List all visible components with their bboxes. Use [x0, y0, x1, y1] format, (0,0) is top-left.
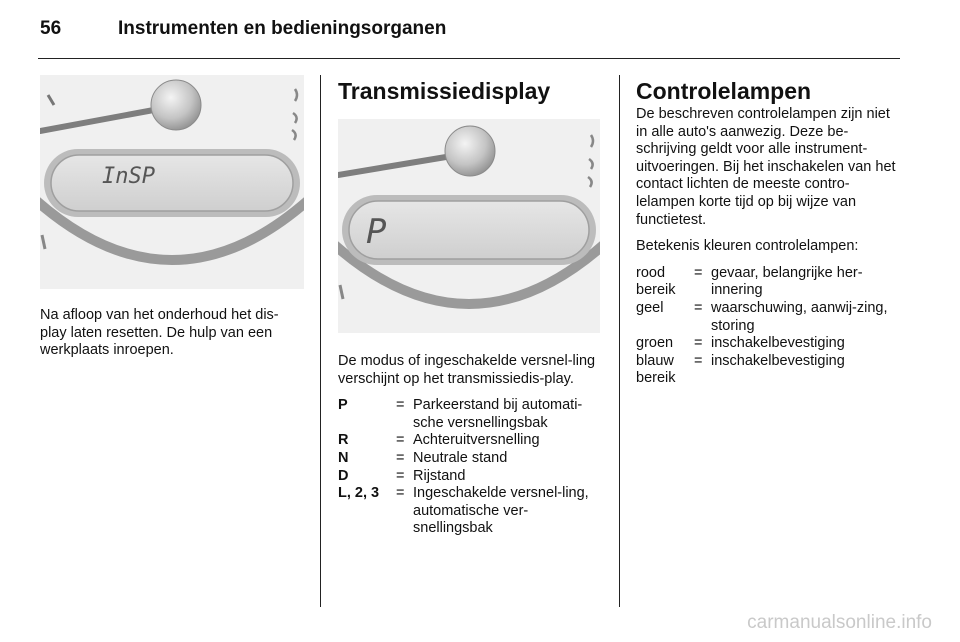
definition-description: Achteruitversnelling	[413, 432, 540, 449]
definition-equals: =	[396, 397, 405, 414]
instrument-display-insp-image	[40, 75, 304, 289]
column-transmission-display	[338, 75, 604, 538]
display-readout-p: P	[366, 212, 387, 252]
section-heading-warning-lights: Controlelampen	[636, 78, 812, 104]
definition-equals: =	[396, 432, 405, 449]
definition-equals: =	[694, 335, 703, 352]
definition-term: L, 2, 3	[338, 485, 380, 502]
definition-term: groen	[636, 335, 674, 352]
colour-definition-list	[636, 265, 902, 388]
column-warning-lights	[636, 75, 902, 388]
definition-equals: =	[694, 264, 703, 281]
display-readout-insp: InSP	[102, 164, 155, 189]
definition-term: blauw bereik	[636, 352, 676, 387]
definition-term: N	[338, 449, 349, 466]
definition-row	[338, 432, 604, 450]
page-number: 56	[40, 18, 62, 39]
definition-row	[636, 265, 902, 300]
section-heading-transmission-display: Transmissiedisplay	[338, 78, 551, 104]
definition-description: waarschuwing, aanwij-zing, storing	[711, 299, 888, 334]
header-divider	[38, 58, 900, 59]
transmission-display-p-image	[338, 119, 600, 333]
column-service-reset	[40, 75, 304, 360]
service-reset-paragraph: Na afloop van het onderhoud het dis-play laten resetten. De hulp van een werkplaats inroepen.	[40, 307, 279, 359]
definition-row	[636, 335, 902, 353]
definition-description: Parkeerstand bij automati-sche versnellingsbak	[413, 397, 583, 431]
definition-description: Ingeschakelde versnel-ling, automatische ver-snellingsbak	[413, 485, 589, 537]
definition-row	[636, 300, 902, 335]
watermark: carmanualsonline.info	[747, 612, 932, 633]
warning-lights-intro-paragraph: De beschreven controlelampen zijn niet in alle auto's aanwezig. Deze be-schrijving geldt voor alle instrument-uitvoeringen. Bij het inschakelen van het contact lichten de meeste contro-lelampen korte tijd op bij wijze van functietest.	[636, 106, 896, 228]
definition-row	[338, 485, 604, 538]
definition-row	[338, 450, 604, 468]
definition-description: inschakelbevestiging	[711, 335, 845, 352]
definition-description: Rijstand	[413, 467, 466, 484]
definition-equals: =	[694, 352, 703, 369]
column-divider-1	[320, 75, 321, 607]
definition-row	[636, 353, 902, 388]
definition-term: P	[338, 397, 348, 414]
definition-description: gevaar, belangrijke her-innering	[711, 264, 863, 299]
definition-equals: =	[396, 467, 405, 484]
definition-term: rood bereik	[636, 264, 676, 299]
gear-definition-list	[338, 397, 604, 538]
colour-meaning-paragraph: Betekenis kleuren controlelampen:	[636, 238, 859, 255]
definition-term: R	[338, 432, 349, 449]
definition-term: geel	[636, 299, 664, 316]
definition-equals: =	[396, 449, 405, 466]
definition-row	[338, 397, 604, 432]
definition-description: Neutrale stand	[413, 449, 508, 466]
definition-row	[338, 468, 604, 486]
page-title: Instrumenten en bedieningsorganen	[118, 18, 447, 39]
definition-equals: =	[396, 485, 405, 502]
definition-equals: =	[694, 299, 703, 316]
definition-term: D	[338, 467, 349, 484]
transmission-paragraph: De modus of ingeschakelde versnel-ling verschijnt op het transmissiedis-play.	[338, 353, 596, 387]
column-divider-2	[619, 75, 620, 607]
definition-description: inschakelbevestiging	[711, 352, 845, 369]
